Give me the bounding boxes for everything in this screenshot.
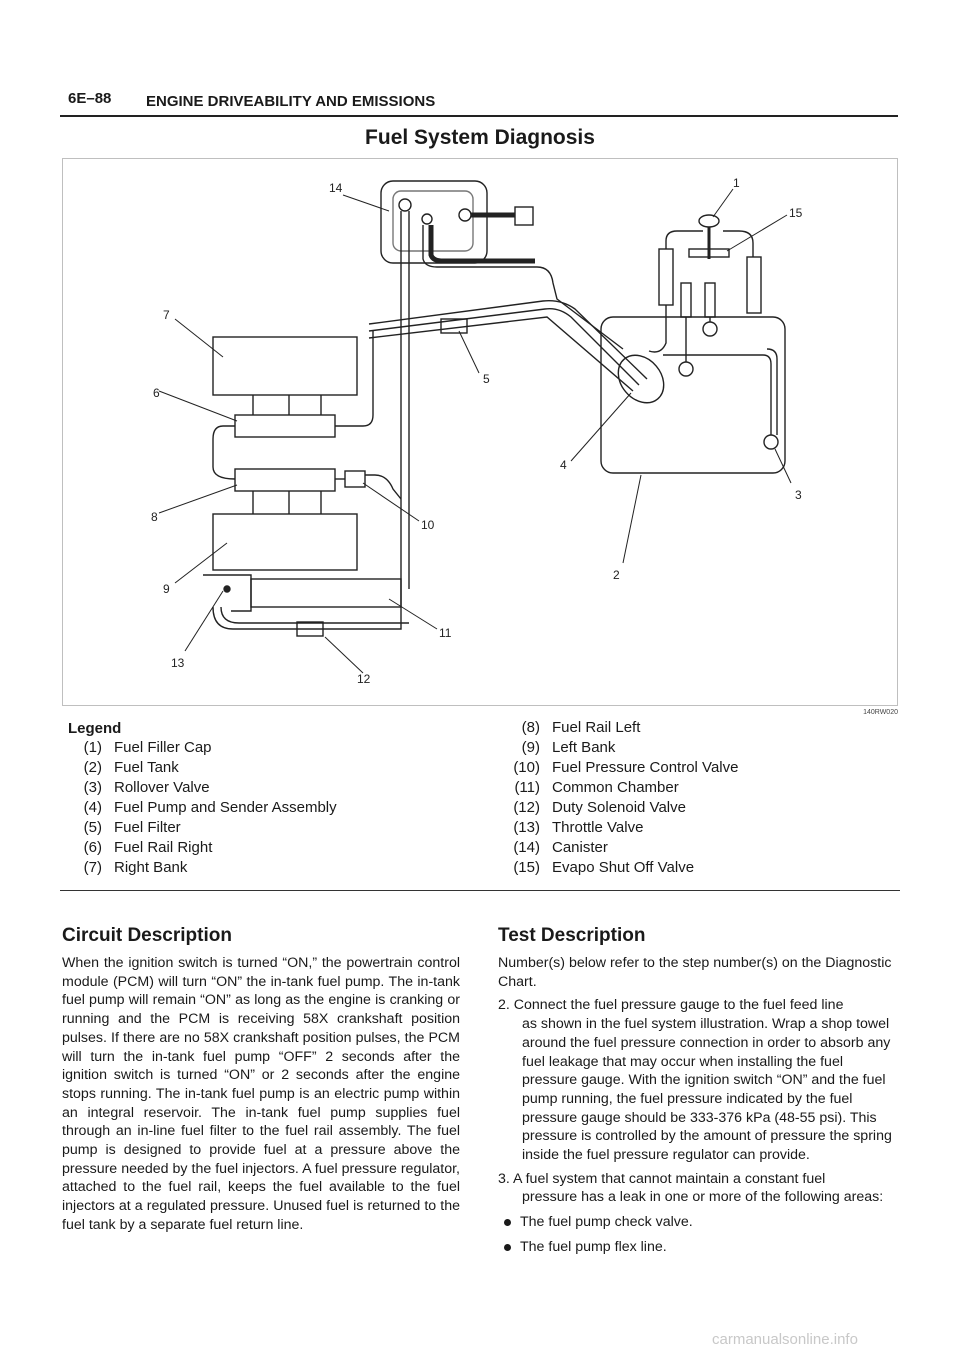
legend-item: (13) Throttle Valve — [513, 819, 644, 836]
bullet-icon — [504, 1244, 511, 1251]
legend-item: (11) Common Chamber — [514, 779, 679, 796]
legend-item: (14) Canister — [513, 839, 608, 856]
legend-item: (1) Fuel Filler Cap — [83, 739, 212, 756]
callout-13: 13 — [171, 656, 185, 670]
legend-item: (7) Right Bank — [83, 859, 188, 876]
watermark: carmanualsonline.info — [712, 1331, 858, 1348]
page-title: Fuel System Diagnosis — [365, 126, 595, 149]
legend-item: (6) Fuel Rail Right — [83, 839, 213, 856]
figure-code: 140RW020 — [863, 709, 898, 716]
section-title: ENGINE DRIVEABILITY AND EMISSIONS — [146, 93, 436, 110]
callout-9: 9 — [163, 582, 170, 596]
legend-heading: Legend — [68, 720, 122, 737]
callout-1: 1 — [733, 176, 740, 190]
bullet-icon — [504, 1219, 511, 1226]
callout-3: 3 — [795, 488, 802, 502]
legend-item: (5) Fuel Filter — [83, 819, 181, 836]
callout-layer — [63, 159, 899, 707]
bullet-item: The fuel pump flex line. — [498, 1238, 898, 1257]
callout-2: 2 — [613, 568, 620, 582]
section-divider — [60, 890, 900, 891]
legend-item: (2) Fuel Tank — [83, 759, 179, 776]
callout-7: 7 — [163, 308, 170, 322]
bullet-item: The fuel pump check valve. — [498, 1213, 898, 1232]
callout-4: 4 — [560, 458, 567, 472]
callout-5: 5 — [483, 372, 490, 386]
test-heading: Test Description — [498, 925, 646, 946]
callout-14: 14 — [329, 181, 343, 195]
legend-item: (15) Evapo Shut Off Valve — [513, 859, 695, 876]
legend-right — [496, 718, 738, 878]
step-2: 2. Connect the fuel pressure gauge to the fuel feed line as shown in the fuel system illustration. Wrap a shop towel around the fuel pressure connection in order to absorb any fuel leakage that may occur when installing the fuel pressure gauge. With the ignition switch “ON” and the fuel pump running, the fuel pressure indicated by the fuel pressure gauge should be 333-376 kPa (48-55 psi). This pressure is controlled by the amount of pressure the spring inside the fuel pressure regulator can provide. — [498, 997, 892, 1164]
legend-item: (12) Duty Solenoid Valve — [513, 799, 686, 816]
callout-6: 6 — [153, 386, 160, 400]
legend-item: (3) Rollover Valve — [83, 779, 210, 796]
legend-item: (4) Fuel Pump and Sender Assembly — [83, 799, 337, 816]
step-3: 3. A fuel system that cannot maintain a constant fuel pressure has a leak in one or more of the following areas: — [498, 1170, 884, 1206]
circuit-heading: Circuit Description — [62, 925, 232, 946]
legend-item: (8) Fuel Rail Left — [521, 719, 641, 736]
callout-15: 15 — [789, 206, 803, 220]
page-number: 6E–88 — [68, 90, 112, 107]
test-body — [498, 954, 898, 1261]
callout-11: 11 — [439, 626, 452, 640]
fuel-system-diagram — [62, 158, 898, 706]
callout-8: 8 — [151, 510, 158, 524]
callout-12: 12 — [357, 672, 371, 686]
legend-item: (10) Fuel Pressure Control Valve — [513, 759, 739, 776]
legend-left — [68, 738, 337, 878]
test-intro: Number(s) below refer to the step number(s) on the Diagnostic Chart. — [498, 955, 892, 990]
header-rule — [60, 115, 898, 117]
circuit-body: When the ignition switch is turned “ON,” the powertrain control module (PCM) will turn “ON” the in-tank fuel pump. The in-tank fuel pump will remain “ON” as long as the engine is cranking or running and the PCM is receiving 58X crankshaft position pulses. If there are no 58X crankshaft position pulses, the PCM will turn the in-tank fuel pump “OFF” 2 seconds after the ignition switch is turned “ON” or 2 seconds after the engine stops running. The in-tank fuel pump is an electric pump within an integral reservoir. The in-tank fuel pump supplies fuel through an in-line fuel filter to the fuel rail assembly. The fuel pump is designed to provide fuel at a pressure above the pressure needed by the fuel injectors. A fuel pressure regulator, attached to the fuel rail, keeps the fuel available to the fuel injectors at a regulated pressure. Unused fuel is returned to the fuel tank by a separate fuel return line. — [62, 955, 460, 1233]
legend-item: (9) Left Bank — [521, 739, 616, 756]
callout-10: 10 — [421, 518, 435, 532]
